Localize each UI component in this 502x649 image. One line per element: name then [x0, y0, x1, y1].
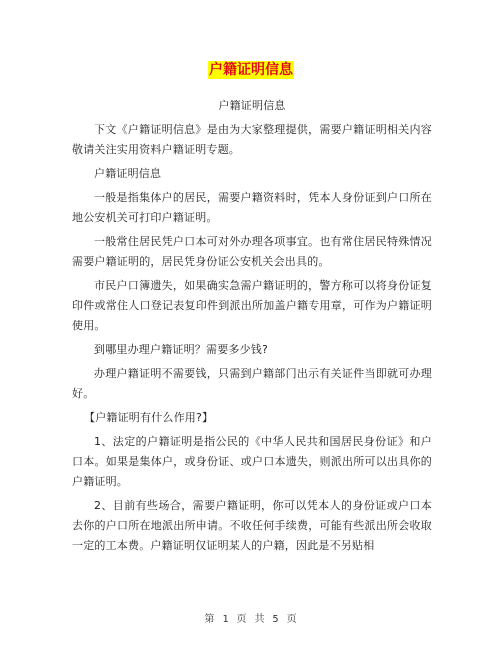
paragraph-question: 到哪里办理户籍证明？需要多少钱? [94, 343, 269, 356]
paragraph-resident: 一般常住居民凭户口本可对外办理各项事宜。也有常住居民特殊情况需要户籍证明的，居民凭身份证公安机关会出具的。 [72, 235, 432, 268]
paragraph-collective-household: 一般是指集体户的居民，需要户籍资料时，凭本人身份证到户口所在地公安机关可打印户籍证明。 [72, 191, 432, 224]
document-title: 户籍证明信息 [209, 62, 293, 78]
section-heading-purpose: 【户籍证明有什么作用?】 [84, 411, 214, 424]
document-subtitle: 户籍证明信息 [218, 99, 286, 112]
paragraph-point-1: 1、法定的户籍证明是指公民的《中华人民共和国居民身份证》和户口本。如果是集体户，或身份证、或户口本遗失，则派出所可以出具你的户籍证明。 [72, 435, 432, 488]
document-body [72, 96, 432, 560]
paragraph-lost-booklet: 市民户口簿遗失，如果确实急需户籍证明的，警方称可以将身份证复印件或常住人口登记表复印件到派出所加盖户籍专用章，可作为户籍证明使用。 [72, 279, 432, 332]
paragraph-answer: 办理户籍证明不需要钱，只需到户籍部门出示有关证件当即就可办理好。 [72, 367, 432, 400]
paragraph-intro: 下文《户籍证明信息》是由为大家整理提供，需要户籍证明相关内容敬请关注实用资料户籍证明专题。 [72, 123, 432, 156]
title-container [0, 59, 502, 79]
paragraph-point-2: 2、目前有些场合，需要户籍证明，你可以凭本人的身份证或户口本去你的户口所在地派出所申请。不收任何手续费，可能有些派出所会收取一定的工本费。户籍证明仅证明某人的户籍，因此是不另贴相 [72, 499, 432, 552]
paragraph-heading: 户籍证明信息 [94, 167, 162, 180]
page-number: 第 1 页 共 5 页 [204, 614, 298, 625]
